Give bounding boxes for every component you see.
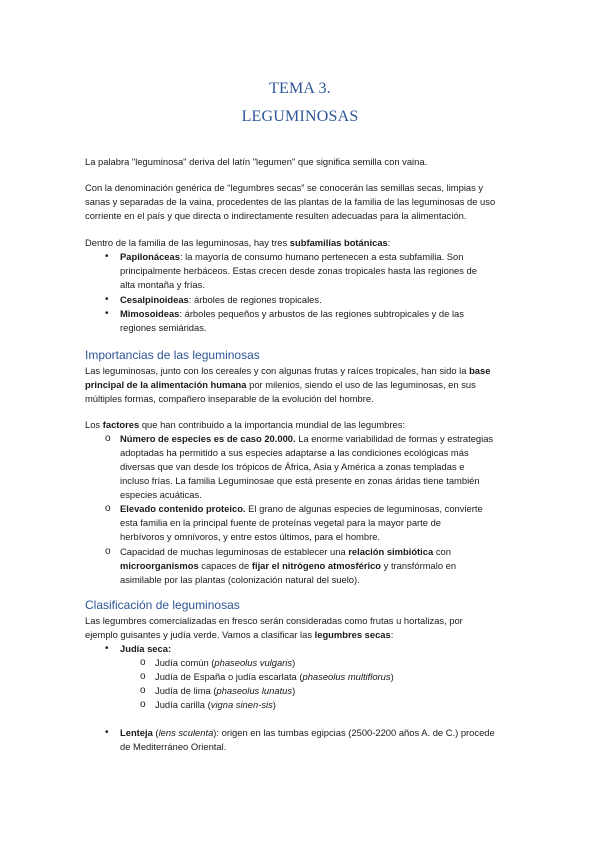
judia-variety-4: Judía carilla (vigna sinen-sis): [155, 699, 276, 710]
heading-clasificacion: Clasificación de leguminosas: [85, 598, 240, 612]
lenteja-line-2: de Mediterráneo Oriental.: [120, 741, 227, 752]
factor-3-line-1: Capacidad de muchas leguminosas de establecer una relación simbiótica con: [120, 546, 451, 557]
importance-line-2: principal de la alimentación humana por milenios, siendo el uso de las leguminosas, en sus: [85, 379, 476, 390]
bullet-marker: •: [105, 294, 109, 305]
factor-1-line-5: especies acuáticas.: [120, 489, 202, 500]
factors-intro: Los factores que han contribuido a la importancia mundial de las legumbres:: [85, 419, 406, 430]
factor-1-line-4: incluso frías. La familia Leguminosae que está presente en zonas áridas tiene también: [120, 475, 480, 486]
factor-1-line-3: diversas que van desde los trópicos de África, Asia y América a zonas templadas e: [120, 461, 465, 472]
subfamily-1-line-2: principalmente herbáceos. Estas crecen desde zonas tropicales hasta las regiones de: [120, 265, 477, 276]
factor-3-line-2: microorganismos capaces de fijar el nitrógeno atmosférico y transfórmalo en: [120, 560, 457, 571]
factor-2-line-1: Elevado contenido proteico. El grano de algunas especies de leguminosas, convierte: [120, 503, 483, 514]
bullet-marker: •: [105, 251, 109, 262]
judia-variety-2: Judía de España o judía escarlata (phaseolus multiflorus): [155, 671, 394, 682]
intro-paragraph-3: Dentro de la familia de las leguminosas, hay tres subfamilias botánicas:: [85, 237, 391, 248]
title-line-1: TEMA 3.: [269, 80, 331, 97]
bullet-marker: •: [105, 308, 109, 319]
subfamily-2: Cesalpinoideas: árboles de regiones tropicales.: [120, 294, 322, 305]
circle-marker: o: [105, 503, 111, 514]
judia-variety-1: Judía común (phaseolus vulgaris): [155, 657, 296, 668]
subfamily-1-line-3: alta montaña y frías.: [120, 279, 205, 290]
classification-line-2: ejemplo guisantes y judía verde. Vamos a clasificar las legumbres secas:: [85, 629, 394, 640]
circle-marker: o: [105, 546, 111, 557]
subfamily-1-line-1: Papilonáceas: la mayoría de consumo humano pertenecen a esta subfamilia. Son: [120, 251, 464, 262]
intro-paragraph-2-line-1: Con la denominación genérica de “legumbres secas” se conocerán las semillas secas, limpias y: [85, 182, 484, 193]
factor-3-line-3: asimilable por las plantas (colonización natural del suelo).: [120, 574, 360, 585]
factor-2-line-2: esta familia en la principal fuente de proteínas vegetal para la mayor parte de: [120, 517, 442, 528]
factor-1-line-1: Número de especies es de caso 20.000. La enorme variabilidad de formas y estrategias: [120, 433, 494, 444]
judia-seca-label: Judía seca:: [120, 643, 172, 654]
circle-marker: o: [140, 699, 146, 710]
circle-marker: o: [140, 685, 146, 696]
bullet-marker: •: [105, 727, 109, 738]
heading-importancias: Importancias de las leguminosas: [85, 348, 260, 362]
circle-marker: o: [140, 657, 146, 668]
factor-1-line-2: adoptadas ha permitido a sus especies adaptarse a las condiciones ecológicas más: [120, 447, 469, 458]
intro-paragraph-2-line-3: corriente en el país y que directa o indirectamente resulten adecuadas para la alimentación.: [85, 210, 467, 221]
title-line-2: LEGUMINOSAS: [241, 108, 359, 125]
importance-line-3: múltiples formas, compañero inseparable de la evolución del hombre.: [85, 393, 374, 404]
judia-variety-3: Judía de lima (phaseolus lunatus): [155, 685, 296, 696]
subfamily-3-line-2: regiones semiáridas.: [120, 322, 207, 333]
factor-2-line-3: herbívoros y omnívoros, y entre estos últimos, para el hombre.: [120, 531, 381, 542]
bullet-marker: •: [105, 643, 109, 654]
intro-paragraph-1: La palabra "leguminosa" deriva del latín "legumen" que significa semilla con vaina.: [85, 156, 428, 167]
lenteja-line-1: Lenteja (lens sculenta): origen en las tumbas egipcias (2500-2200 años A. de C.) procede: [120, 727, 495, 738]
intro-paragraph-2-line-2: sanas y separadas de la vaina, procedentes de las plantas de la familia de las leguminosas de uso: [85, 196, 496, 207]
subfamily-3-line-1: Mimosoideas: árboles pequeños y arbustos de las regiones subtropicales y de las: [120, 308, 464, 319]
circle-marker: o: [105, 433, 111, 444]
circle-marker: o: [140, 671, 146, 682]
importance-line-1: Las leguminosas, junto con los cereales y con algunas frutas y raíces tropicales, han sido la base: [85, 365, 491, 376]
classification-line-1: Las legumbres comercializadas en fresco serán consideradas como frutas u hortalizas, por: [85, 615, 463, 626]
